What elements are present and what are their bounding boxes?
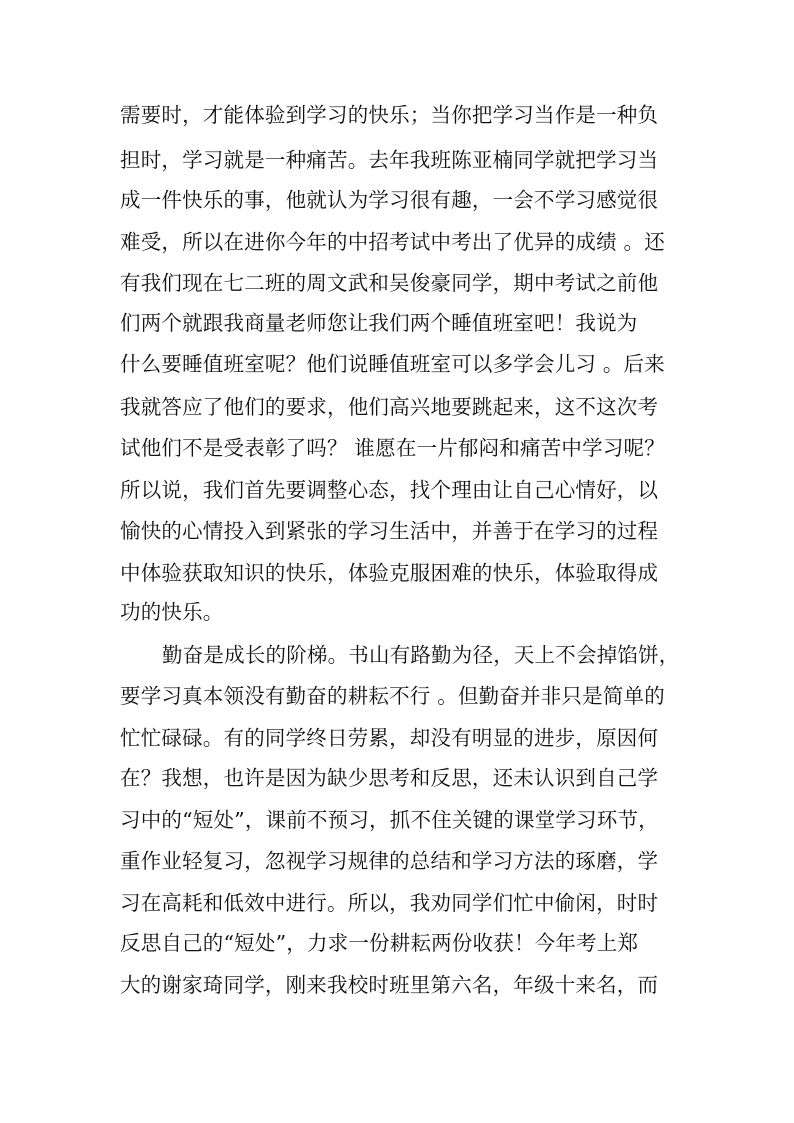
text-line: 们两个就跟我商量老师您让我们两个睡值班室吧！我说为 bbox=[120, 311, 638, 335]
text-line: 有我们现在七二班的周文武和吴俊豪同学，期中考试之前他 bbox=[120, 271, 659, 295]
text-line: 要学习真本领没有勤奋的耕耘不行 。但勤奋并非只是简单的 bbox=[120, 684, 665, 708]
text-line: 我就答应了他们的要求，他们高兴地要跳起来，这不这次考 bbox=[120, 395, 659, 419]
text-line: 中体验获取知识的快乐，体验克服困难的快乐，体验取得成 bbox=[120, 561, 659, 585]
text-line: 忙忙碌碌。有的同学终日劳累，却没有明显的进步，原因何 bbox=[120, 726, 659, 750]
text-line: 试他们不是受表彰了吗？ 谁愿在一片郁闷和痛苦中学习呢？ bbox=[120, 436, 665, 460]
text-line: 需要时，才能体验到学习的快乐；当你把学习当作是一种负 bbox=[120, 103, 659, 127]
text-line: 担时，学习就是一种痛苦。去年我班陈亚楠同学就把学习当 bbox=[120, 148, 659, 172]
text-line: 反思自己的“短处”，力求一份耕耘两份收获！今年考上郑 bbox=[120, 931, 639, 955]
text-line: 习中的“短处”，课前不预习，抓不住关键的课堂学习环节， bbox=[120, 808, 659, 832]
text-line: 在？我想，也许是因为缺少思考和反思，还未认识到自己学 bbox=[120, 766, 659, 790]
text-line: 功的快乐。 bbox=[120, 600, 224, 624]
text-line: 成一件快乐的事，他就认为学习很有趣，一会不学习感觉很 bbox=[120, 188, 659, 212]
text-line: 大的谢家琦同学，刚来我校时班里第六名，年级十来名，而 bbox=[120, 973, 659, 997]
text-line: 难受，所以在进你今年的中招考试中考出了优异的成绩 。还 bbox=[120, 230, 665, 254]
text-line: 什么要睡值班室呢？他们说睡值班室可以多学会儿习 。后来 bbox=[120, 352, 665, 376]
text-line: 所以说，我们首先要调整心态，找个理由让自己心情好，以 bbox=[120, 478, 659, 502]
text-line: 重作业轻复习，忽视学习规律的总结和学习方法的琢磨，学 bbox=[120, 849, 659, 873]
text-line: 习在高耗和低效中进行。所以，我劝同学们忙中偷闲，时时 bbox=[120, 891, 659, 915]
text-line: 愉快的心情投入到紧张的学习生活中，并善于在学习的过程 bbox=[120, 519, 659, 543]
paragraph-first-line: 勤奋是成长的阶梯。书山有路勤为径，天上不会掉馅饼， bbox=[162, 643, 680, 667]
